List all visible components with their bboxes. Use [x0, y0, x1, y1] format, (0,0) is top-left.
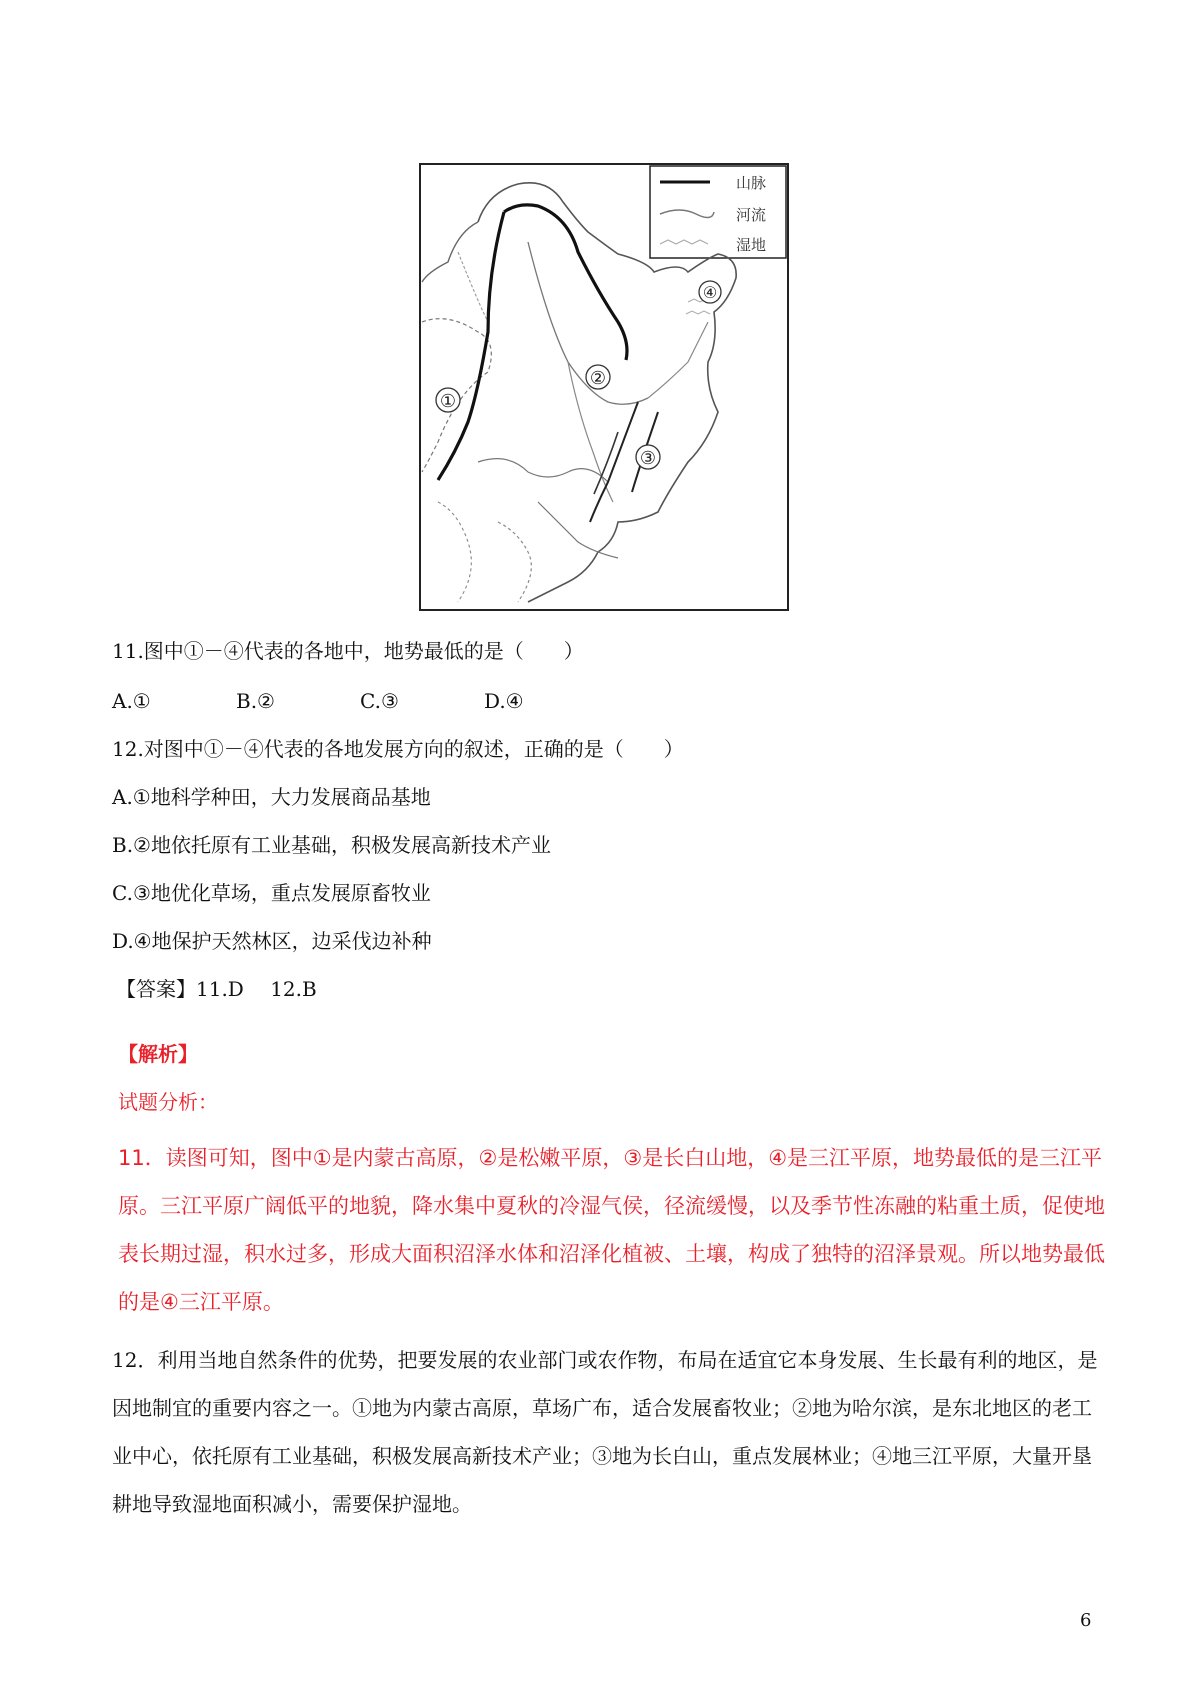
marker-1-label: ①: [439, 391, 457, 412]
q12-option-c: C.③地优化草场，重点发展原畜牧业: [112, 881, 431, 905]
analysis-paragraph-12: 12．利用当地自然条件的优势，把要发展的农业部门或农作物，布局在适宜它本身发展、生长最有利的地区，是因地制宜的重要内容之一。①地为内蒙古高原，草场广布，适合发展畜牧业；②地为哈尔滨，是东北地区的老工业中心，依托原有工业基础，积极发展高新技术产业；③地为长白山，重点发展林业；④地三江平原，大量开垦耕地导致湿地面积减小，需要保护湿地。: [112, 1348, 1098, 1516]
page-number: 6: [1080, 1610, 1092, 1631]
map-svg: [418, 162, 790, 612]
analysis-paragraph-11: 11．读图可知，图中①是内蒙古高原，②是松嫩平原，③是长白山地，④是三江平原，地势最低的是三江平原。三江平原广阔低平的地貌，降水集中夏秋的冷湿气侯，径流缓慢，以及季节性冻融的粘重土质，促使地表长期过湿，积水过多，形成大面积沼泽水体和沼泽化植被、土壤，构成了独特的沼泽景观。所以地势最低的是④三江平原。: [118, 1146, 1105, 1314]
q11-options: [112, 687, 608, 715]
northeast-china-map: [418, 162, 790, 612]
legend-river-label: 河流: [736, 206, 767, 224]
analysis-heading: 【解析】: [118, 1042, 198, 1066]
q12-option-b: B.②地依托原有工业基础，积极发展高新技术产业: [112, 833, 551, 857]
q11-option-b: B.②: [236, 689, 275, 713]
q12-option-d: D.④地保护天然林区，边采伐边补种: [112, 929, 432, 953]
q12-option-a: A.①地科学种田，大力发展商品基地: [112, 785, 431, 809]
marker-2-label: ②: [589, 368, 607, 389]
legend-wetland-label: 湿地: [736, 236, 767, 254]
answer-line: 【答案】11.D 12.B: [116, 977, 317, 1001]
q12-stem: 12.对图中①－④代表的各地发展方向的叙述，正确的是（ ）: [112, 737, 684, 761]
legend-mountain-label: 山脉: [736, 174, 767, 192]
analysis-subheading: 试题分析：: [118, 1090, 218, 1114]
marker-4-label: ④: [702, 283, 718, 302]
marker-3-label: ③: [639, 448, 657, 469]
q11-option-a: A.①: [112, 689, 151, 713]
q11-stem: 11.图中①－④代表的各地中，地势最低的是（ ）: [112, 639, 584, 663]
q11-option-c: C.③: [360, 689, 399, 713]
q11-option-d: D.④: [484, 689, 524, 713]
